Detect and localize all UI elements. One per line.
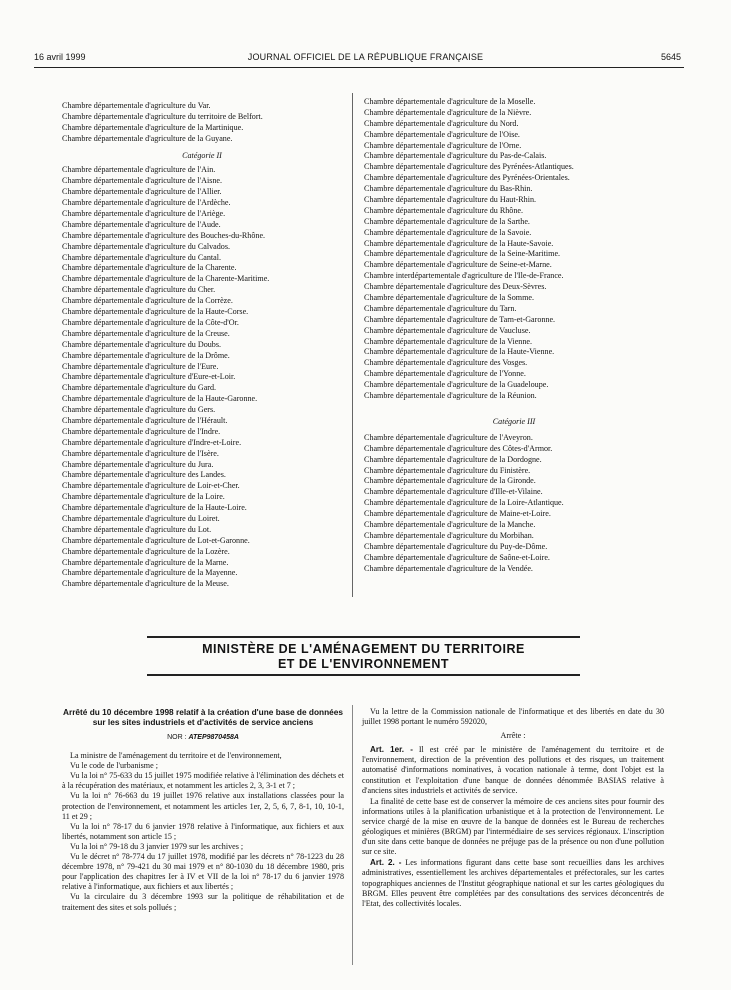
list-item: Chambre départementale d'agriculture de l'Aude. <box>62 219 221 229</box>
list-item: Chambre départementale d'agriculture de la Charente-Maritime. <box>62 274 270 284</box>
list-item: Chambre départementale d'agriculture d'Indre-et-Loire. <box>62 437 242 447</box>
ministry-line-2: ET DE L'ENVIRONNEMENT <box>277 657 450 671</box>
list-item: Chambre départementale d'agriculture du Pas-de-Calais. <box>364 151 547 161</box>
decree-visas <box>62 751 344 913</box>
list-item: Chambre départementale d'agriculture de la Creuse. <box>62 328 230 338</box>
category-iii-list <box>364 433 664 575</box>
list-item: Chambre interdépartementale d'agriculture de l'Ile-de-France. <box>364 271 564 281</box>
header-date: 16 avril 1999 <box>34 52 86 62</box>
list-item: Chambre départementale d'agriculture de la Vienne. <box>364 336 533 346</box>
list-item: Chambre départementale d'agriculture du Lot. <box>62 524 212 534</box>
decree-right-column <box>362 707 664 909</box>
article-2-label: Art. 2. - <box>370 858 402 868</box>
list-item: Chambre départementale d'agriculture de la Vendée. <box>364 563 533 573</box>
list-item: Chambre départementale d'agriculture de la Loire. <box>62 492 225 502</box>
ministry-line-1: MINISTÈRE DE L'AMÉNAGEMENT DU TERRITOIRE <box>202 642 525 656</box>
list-item: Chambre départementale d'agriculture de la Marne. <box>62 557 229 567</box>
list-item: Chambre départementale d'agriculture d'Eure-et-Loir. <box>62 372 236 382</box>
list-item: Chambre départementale d'agriculture du Calvados. <box>62 241 230 251</box>
list-item: Chambre départementale d'agriculture d'Ille-et-Vilaine. <box>364 487 543 497</box>
list-item: Chambre départementale d'agriculture de la Lozère. <box>62 546 230 556</box>
list-item: Chambre départementale d'agriculture des Landes. <box>62 470 226 480</box>
nor-value: ATEP9870458A <box>188 734 239 741</box>
list-item: Chambre départementale d'agriculture du Gers. <box>62 405 216 415</box>
list-item: Chambre départementale d'agriculture de la Haute-Corse. <box>62 307 249 317</box>
article-2-text: Les informations figurant dans cette base sont recueillies dans les archives administratives, essentiellement les archives départementales et préfectorales, sur les cartes topographiques anciennes de l'Institut géographique national et sur les cartes géologiques du BRGM. Elles peuvent être complétées par des consultations des services déconcentrés de l'Etat, des collectivités locales. <box>362 858 665 908</box>
list-item: Chambre départementale d'agriculture de la Gironde. <box>364 476 536 486</box>
list-item: Chambre départementale d'agriculture de la Loire-Atlantique. <box>364 498 564 508</box>
list-item: Chambre départementale d'agriculture du Jura. <box>62 459 214 469</box>
list-item: Chambre départementale d'agriculture de la Drôme. <box>62 350 230 360</box>
nor-reference <box>62 733 344 743</box>
ministry-heading <box>147 636 580 676</box>
list-item: Chambre départementale d'agriculture de la Haute-Savoie. <box>364 238 554 248</box>
visa-paragraph: Vu la loi n° 75-633 du 15 juillet 1975 modifiée relative à l'élimination des déchets et à la récupération des matériaux, et notamment les articles 2, 3, 3-1 et 7 ; <box>62 771 344 791</box>
list-item: Chambre départementale d'agriculture de la Charente. <box>62 263 237 273</box>
list-item: Chambre départementale d'agriculture des Vosges. <box>364 358 528 368</box>
list-item: Chambre départementale d'agriculture de la Savoie. <box>364 227 532 237</box>
list-item: Chambre départementale d'agriculture de la Guadeloupe. <box>364 380 549 390</box>
journal-title: JOURNAL OFFICIEL DE LA RÉPUBLIQUE FRANÇAISE <box>247 52 484 62</box>
left-list-column <box>62 101 342 590</box>
list-item: Chambre départementale d'agriculture de l'Ardèche. <box>62 198 231 208</box>
page-number: 5645 <box>661 52 682 62</box>
list-item: Chambre départementale d'agriculture du Var. <box>62 101 211 110</box>
visa-paragraph: Vu la circulaire du 3 décembre 1993 sur la politique de réhabilitation et de traitement des sites et sols pollués ; <box>62 892 344 912</box>
cnil-visa: Vu la lettre de la Commission nationale de l'informatique et des libertés en date du 30 juillet 1998 portant le numéro 592020, <box>362 707 664 727</box>
visa-paragraph: Vu le décret n° 78-774 du 17 juillet 1978, modifié par les décrets n° 78-1223 du 28 décembre 1978, n° 79-421 du 30 mai 1979 et n° 80-1030 du 18 décembre 1980, pris pour l'application des chapitres Ier à IV et VII de la loi n° 78-17 du 6 janvier 1978 relative à l'informatique, aux fichiers et aux libertés ; <box>62 852 344 892</box>
list-item: Chambre départementale d'agriculture de Saône-et-Loire. <box>364 552 550 562</box>
decree-left-column <box>62 707 344 913</box>
visa-paragraph: Vu la loi n° 76-663 du 19 juillet 1976 relative aux installations classées pour la protection de l'environnement, et notamment les articles 1er, 2, 5, 6, 7, 8-1, 10, 10-1, 11 et 29 ; <box>62 791 344 821</box>
list-item: Chambre départementale d'agriculture des Pyrénées-Orientales. <box>364 173 570 183</box>
list-item: Chambre départementale d'agriculture de la Haute-Vienne. <box>364 347 555 357</box>
list-item: Chambre départementale d'agriculture de la Haute-Loire. <box>62 503 247 513</box>
intro-list <box>62 101 342 145</box>
category-iii-label: Catégorie III <box>492 416 536 426</box>
list-item: Chambre départementale d'agriculture de la Haute-Garonne. <box>62 394 258 404</box>
visa-paragraph: La ministre de l'aménagement du territoire et de l'environnement, <box>70 751 282 761</box>
list-item: Chambre départementale d'agriculture de l'Isère. <box>62 448 219 458</box>
list-item: Chambre départementale d'agriculture des Côtes-d'Armor. <box>364 443 553 453</box>
list-item: Chambre départementale d'agriculture de la Manche. <box>364 519 536 529</box>
list-item: Chambre départementale d'agriculture du Doubs. <box>62 339 222 349</box>
visa-paragraph: Vu la loi n° 79-18 du 3 janvier 1979 sur les archives ; <box>70 841 244 851</box>
list-item: Chambre départementale d'agriculture de la Somme. <box>364 293 535 303</box>
list-item: Chambre départementale d'agriculture du Gard. <box>62 383 217 393</box>
header-rule <box>34 67 684 68</box>
list-item: Chambre départementale d'agriculture de Seine-et-Marne. <box>364 260 552 270</box>
list-item: Chambre départementale d'agriculture du Puy-de-Dôme. <box>364 541 548 551</box>
list-item: Chambre départementale d'agriculture de l'Hérault. <box>62 415 228 425</box>
list-item: Chambre départementale d'agriculture de la Meuse. <box>62 579 229 589</box>
list-item: Chambre départementale d'agriculture du Rhône. <box>364 205 524 215</box>
list-item: Chambre départementale d'agriculture des Bouches-du-Rhône. <box>62 230 266 240</box>
list-item: Chambre départementale d'agriculture de la Sarthe. <box>364 216 530 226</box>
column-divider <box>352 93 353 597</box>
category-ii-list <box>62 165 342 590</box>
category-ii-label: Catégorie II <box>182 150 222 160</box>
list-item: Chambre départementale d'agriculture du Finistère. <box>364 465 531 475</box>
list-item: Chambre départementale d'agriculture de Vaucluse. <box>364 325 531 335</box>
arrete-label: Arrête : <box>500 731 526 741</box>
list-item: Chambre départementale d'agriculture de Lot-et-Garonne. <box>62 535 250 545</box>
visa-paragraph: Vu le code de l'urbanisme ; <box>70 761 158 771</box>
list-item: Chambre départementale d'agriculture de l'Allier. <box>62 187 222 197</box>
list-item: Chambre départementale d'agriculture du Morbihan. <box>364 530 534 540</box>
list-item: Chambre départementale d'agriculture de l'Aveyron. <box>364 432 533 442</box>
list-item: Chambre départementale d'agriculture de la Martinique. <box>62 122 244 132</box>
article-1-text: Il est créé par le ministère de l'aménagement du territoire et de l'environnement, direction de la prévention des pollutions et des risques, un traitement automatisé d'informations nominatives, à vocation nationale à terme, dont l'objet est la constitution et l'exploitation d'une banque de données dénommée BASIAS relative à d'anciens sites industriels et activités de service. <box>362 745 664 795</box>
list-item: Chambre départementale d'agriculture de Loir-et-Cher. <box>62 481 240 491</box>
list-item: Chambre départementale d'agriculture de Maine-et-Loire. <box>364 509 551 519</box>
list-item: Chambre départementale d'agriculture du Tarn. <box>364 303 517 313</box>
article-1-label: Art. 1er. - <box>370 745 413 755</box>
list-item: Chambre départementale d'agriculture de la Nièvre. <box>364 107 532 117</box>
category-ii-list-continued <box>364 97 664 402</box>
list-item: Chambre départementale d'agriculture de l'Ariège. <box>62 209 226 219</box>
list-item: Chambre départementale d'agriculture de l'Aisne. <box>62 176 223 186</box>
list-item: Chambre départementale d'agriculture du territoire de Belfort. <box>62 111 263 121</box>
list-item: Chambre départementale d'agriculture de la Corrèze. <box>62 296 233 306</box>
decree-title: Arrêté du 10 décembre 1998 relatif à la création d'une base de données sur les sites industriels et d'activités de service anciens <box>62 707 344 727</box>
list-item: Chambre départementale d'agriculture de l'Eure. <box>62 361 219 371</box>
list-item: Chambre départementale d'agriculture de l'Indre. <box>62 426 221 436</box>
list-item: Chambre départementale d'agriculture de la Seine-Maritime. <box>364 249 561 259</box>
visa-paragraph: Vu la loi n° 78-17 du 6 janvier 1978 relative à l'informatique, aux fichiers et aux libertés, notamment son article 15 ; <box>62 821 344 841</box>
list-item: Chambre départementale d'agriculture de la Mayenne. <box>62 568 238 578</box>
list-item: Chambre départementale d'agriculture de l'Orne. <box>364 140 522 150</box>
article-1-paragraph-2: La finalité de cette base est de conserver la mémoire de ces anciens sites pour fournir des informations utiles à la planification urbanistique et à la protection de l'environnement. Le service chargé de la mise en œuvre de la banque de données est le Bureau de recherches géologiques et minières (BRGM) par l'intermédiaire de ses services régionaux. L'inscription d'un site dans cette banque de données ne préjuge pas de la présence ou non d'une pollution sur ce site. <box>362 796 664 857</box>
list-item: Chambre départementale d'agriculture de la Guyane. <box>62 133 233 143</box>
decree-column-divider <box>352 705 353 965</box>
list-item: Chambre départementale d'agriculture du Nord. <box>364 118 519 128</box>
list-item: Chambre départementale d'agriculture de l'Ain. <box>62 165 216 175</box>
list-item: Chambre départementale d'agriculture du Haut-Rhin. <box>364 195 537 205</box>
list-item: Chambre départementale d'agriculture de la Dordogne. <box>364 454 542 464</box>
list-item: Chambre départementale d'agriculture de la Réunion. <box>364 391 537 401</box>
article-1 <box>362 745 664 795</box>
list-item: Chambre départementale d'agriculture du Loiret. <box>62 513 220 523</box>
article-2 <box>362 858 664 908</box>
list-item: Chambre départementale d'agriculture de la Côte-d'Or. <box>62 317 239 327</box>
right-list-column <box>364 97 664 574</box>
list-item: Chambre départementale d'agriculture de l'Yonne. <box>364 369 526 379</box>
list-item: Chambre départementale d'agriculture du Cher. <box>62 285 216 295</box>
list-item: Chambre départementale d'agriculture de l'Oise. <box>364 129 520 139</box>
list-item: Chambre départementale d'agriculture de Tarn-et-Garonne. <box>364 314 556 324</box>
list-item: Chambre départementale d'agriculture de la Moselle. <box>364 97 536 106</box>
list-item: Chambre départementale d'agriculture du Bas-Rhin. <box>364 184 533 194</box>
list-item: Chambre départementale d'agriculture des Deux-Sèvres. <box>364 282 547 292</box>
list-item: Chambre départementale d'agriculture des Pyrénées-Atlantiques. <box>364 162 574 172</box>
nor-label: NOR : <box>167 734 187 741</box>
page-header <box>0 52 731 66</box>
list-item: Chambre départementale d'agriculture du Cantal. <box>62 252 221 262</box>
